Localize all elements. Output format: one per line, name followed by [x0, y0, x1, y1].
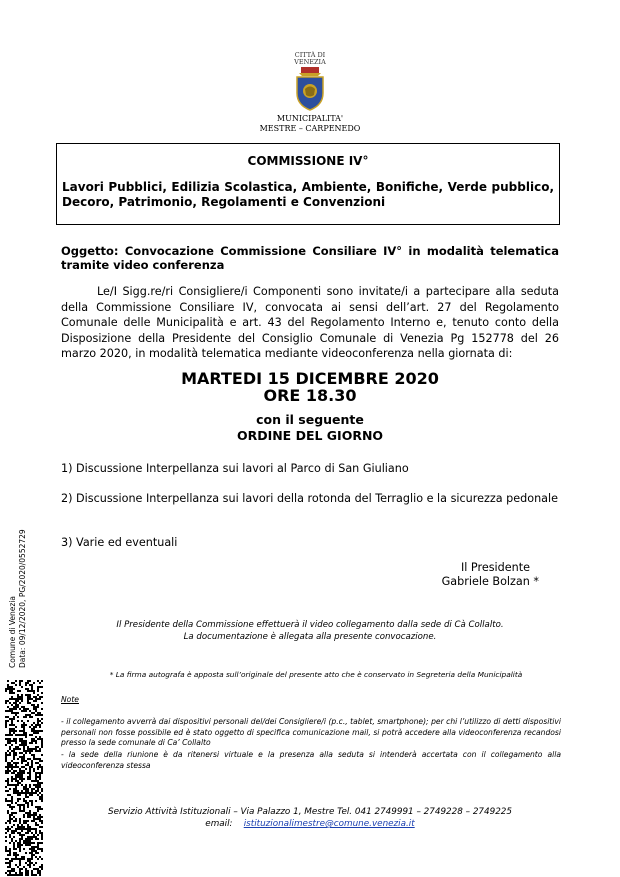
email-label: email: — [205, 819, 233, 829]
city-label-line-2: VENEZIA — [294, 58, 326, 66]
protocol-line-2: Data: 09/12/2020, PG/2020/0552729 — [18, 529, 27, 668]
note-item: - il collegamento avverrà dai dispositivi personali del/dei Consigliere/i (p.c., tablet, smartphone); per chi l’utilizzo di detti dispositivi personali non fosse possibile ed è stato oggetto di specifica comunicazione mail, si potrà accedere alla videoconferenza recandosi presso la sede comunale di Ca’ Collalto — [61, 717, 561, 747]
meeting-date: MARTEDI 15 DICEMBRE 2020 — [181, 369, 439, 388]
venice-crest-icon — [292, 67, 328, 111]
municipality-header — [250, 52, 370, 134]
municipality-name — [250, 114, 370, 134]
subject: Oggetto: Convocazione Commissione Consiliare IV° in modalità telematica tramite video conferenza — [61, 244, 559, 272]
commission-box — [56, 143, 560, 225]
notes-label: Note — [61, 695, 79, 704]
commission-title: COMMISSIONE IV° — [247, 154, 369, 168]
district-label: MESTRE – CARPENEDO — [259, 124, 361, 133]
commission-note: Il Presidente della Commissione effettuerà il video collegamento dalla sede di Cà Collalto. — [116, 620, 504, 630]
municipality-label: MUNICIPALITA' — [276, 114, 344, 123]
email-link[interactable]: istituzionalimestre@comune.venezia.it — [243, 819, 415, 829]
agenda-item: 3) Varie ed eventuali — [61, 536, 178, 549]
city-label — [250, 52, 370, 66]
president-name: Gabriele Bolzan * — [441, 575, 539, 588]
intro-paragraph: Le/I Sigg.re/ri Consigliere/i Componenti sono invitate/i a partecipare alla seduta della Commissione Consiliare IV, convocata ai sensi dell’art. 27 del Regolamento Comunale delle Municipalità e art. 43 del Regolamento Interno e, tenuto conto della Disposizione della Presidente del Consiglio Comunale di Venezia Pg 152778 del 26 marzo 2020, in modalità telematica mediante videoconferenza nella giornata di: — [61, 285, 559, 360]
agenda-title: ORDINE DEL GIORNO — [236, 428, 384, 443]
protocol-stamp — [8, 468, 32, 668]
footer-address: Servizio Attività Istituzionali – Via Palazzo 1, Mestre Tel. 041 2749991 – 2749228 – 2749225 — [107, 807, 512, 817]
president-role: Il Presidente — [460, 561, 530, 574]
signature-note: * La firma autografa è apposta sull’originale del presente atto che è conservato in Segreteria della Municipalità — [109, 670, 523, 679]
agenda-item: 2) Discussione Interpellanza sui lavori della rotonda del Terraglio e la sicurezza pedonale — [61, 492, 559, 505]
attachment-note: La documentazione è allegata alla presente convocazione. — [183, 632, 437, 642]
commission-areas: Lavori Pubblici, Edilizia Scolastica, Ambiente, Bonifiche, Verde pubblico, Decoro, Patrimonio, Regolamenti e Convenzioni — [62, 180, 554, 209]
meeting-time: ORE 18.30 — [263, 386, 357, 405]
protocol-line-1: Comune di Venezia — [8, 595, 17, 668]
city-label-line-1: CITTÀ DI — [294, 51, 326, 59]
with-label: con il seguente — [256, 412, 364, 427]
note-item: - la sede della riunione è da ritenersi virtuale e la presenza alla seduta si intenderà accertata con il collegamento alla videoconferenza stessa — [61, 750, 561, 770]
barcode-icon — [5, 680, 43, 876]
agenda-item: 1) Discussione Interpellanza sui lavori al Parco di San Giuliano — [61, 462, 409, 475]
footer-email — [60, 818, 560, 830]
